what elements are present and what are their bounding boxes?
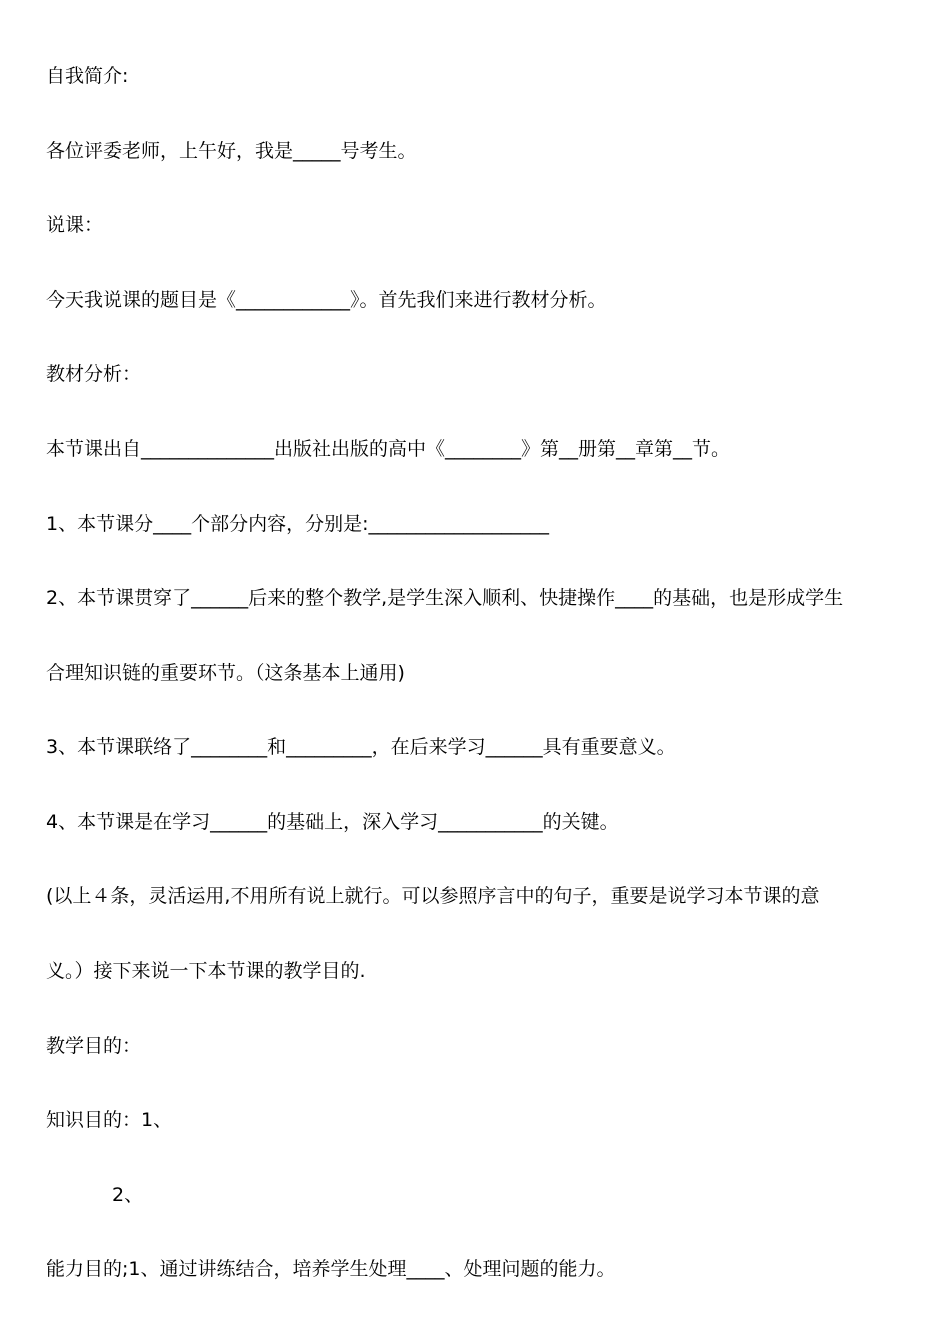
ability-objective-1: 能力目的;1、通过讲练结合，培养学生处理____、处理问题的能力。 [46, 1258, 616, 1280]
knowledge-objective-1: 知识目的：1、 [46, 1109, 173, 1131]
note-line-continued: 义。）接下来说一下本节课的教学目的. [46, 960, 366, 982]
analysis-item-3: 3、本节课联络了________和_________，在后来学习______具有重要意义。 [46, 736, 676, 758]
greeting-line: 各位评委老师，上午好，我是_____号考生。 [46, 140, 417, 162]
analysis-item-2-continued: 合理知识链的重要环节。（这条基本上通用) [46, 662, 405, 684]
analysis-item-4: 4、本节课是在学习______的基础上，深入学习___________的关键。 [46, 811, 619, 833]
source-line: 本节课出自______________出版社出版的高中《________》第__册第__章第__节。 [46, 438, 731, 460]
note-line: (以上４条，灵活运用,不用所有说上就行。可以参照序言中的句子，重要是说学习本节课的意 [46, 885, 820, 907]
topic-line: 今天我说课的题目是《____________》。首先我们来进行教材分析。 [46, 289, 607, 311]
analysis-item-2: 2、本节课贯穿了______后来的整个教学,是学生深入顺利、快捷操作____的基础，也是形成学生 [46, 587, 844, 609]
analysis-item-1: 1、本节课分____个部分内容，分别是:___________________ [46, 513, 549, 535]
knowledge-objective-2: 2、 [112, 1184, 144, 1206]
heading-teaching-objectives: 教学目的： [46, 1035, 142, 1057]
heading-textbook-analysis: 教材分析： [46, 363, 142, 385]
heading-lecture: 说课： [46, 214, 104, 236]
heading-self-intro: 自我简介: [46, 65, 129, 87]
